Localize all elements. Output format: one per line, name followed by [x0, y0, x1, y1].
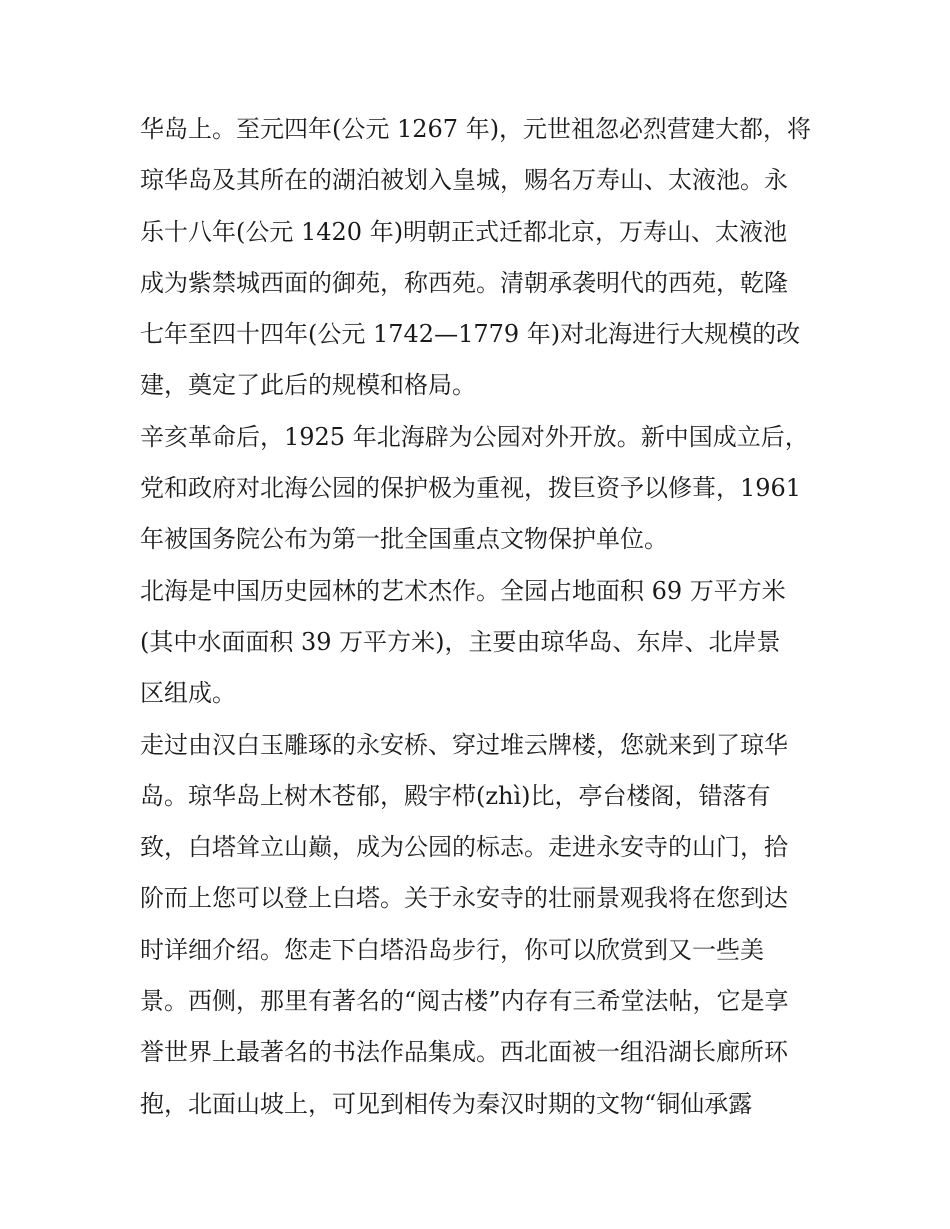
text-line: (其中水面面积 39 万平方米)，主要由琼华岛、东岸、北岸景 — [140, 627, 781, 656]
text-line: 建，奠定了此后的规模和格局。 — [140, 371, 476, 400]
text-line: 誉世界上最著名的书法作品集成。西北面被一组沿湖长廊所环 — [140, 1038, 788, 1067]
text-line: 乐十八年(公元 1420 年)明朝正式迁都北京，万寿山、太液池 — [140, 217, 788, 246]
text-line: 区组成。 — [140, 679, 236, 708]
text-line: 华岛上。至元四年(公元 1267 年)，元世祖忽必烈营建大都，将 — [140, 115, 812, 143]
body-text — [140, 104, 830, 1130]
text-line: 北海是中国历史园林的艺术杰作。全园占地面积 69 万平方米 — [140, 576, 786, 605]
text-line: 辛亥革命后，1925 年北海辟为公园对外开放。新中国成立后， — [140, 422, 809, 451]
text-line: 景。西侧，那里有著名的“阅古楼”内存有三希堂法帖，它是享 — [140, 987, 789, 1016]
text-line: 抱，北面山坡上，可见到相传为秦汉时期的文物“铜仙承露 — [140, 1089, 753, 1118]
text-line: 琼华岛及其所在的湖泊被划入皇城，赐名万寿山、太液池。永 — [140, 166, 788, 195]
text-line: 党和政府对北海公园的保护极为重视，拨巨资予以修葺，1961 — [140, 474, 802, 503]
text-line: 岛。琼华岛上树木苍郁，殿宇栉(zhì)比，亭台楼阁，错落有 — [140, 781, 771, 810]
text-line: 阶而上您可以登上白塔。关于永安寺的壮丽景观我将在您到达 — [140, 884, 788, 913]
text-line: 年被国务院公布为第一批全国重点文物保护单位。 — [140, 525, 668, 554]
text-line: 致，白塔耸立山巅，成为公园的标志。走进永安寺的山门，拾 — [140, 833, 788, 862]
text-line: 时详细介绍。您走下白塔沿岛步行，你可以欣赏到又一些美 — [140, 935, 764, 964]
text-line: 走过由汉白玉雕琢的永安桥、穿过堆云牌楼，您就来到了琼华 — [140, 730, 788, 759]
text-line: 七年至四十四年(公元 1742—1779 年)对北海进行大规模的改 — [140, 320, 801, 349]
text-line: 成为紫禁城西面的御苑，称西苑。清朝承袭明代的西苑，乾隆 — [140, 268, 788, 297]
